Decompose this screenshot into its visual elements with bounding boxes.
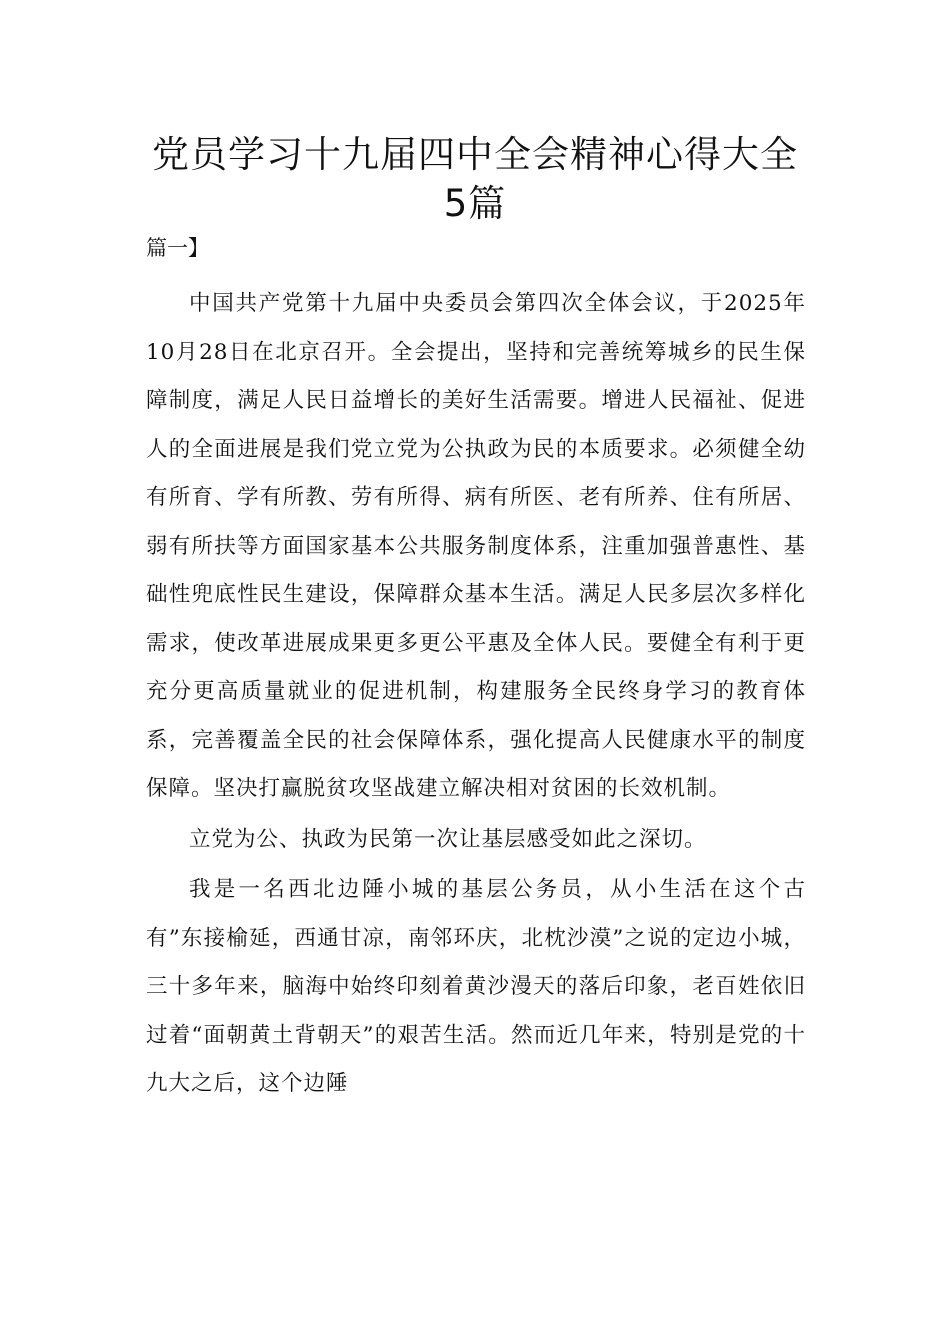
title-line-2: 5篇 <box>443 182 507 225</box>
paragraph: 我是一名西北边陲小城的基层公务员，从小生活在这个古有”东接榆延，西通甘凉，南邻环庆，北枕沙漠”之说的定边小城，三十多年来，脑海中始终印刻着黄沙漫天的落后印象，老百姓依旧过着“面朝黄土背朝天”的艰苦生活。然而近几年来，特别是党的十九大之后，这个边陲 <box>146 877 806 1096</box>
title-line-1: 党员学习十九届四中全会精神心得大全 <box>152 133 798 176</box>
document-title <box>110 130 840 228</box>
section-label: 篇一】 <box>146 236 209 260</box>
body-text <box>146 280 806 1109</box>
paragraph: 中国共产党第十九届中央委员会第四次全体会议，于2025年10月28日在北京召开。全会提出，坚持和完善统筹城乡的民生保障制度，满足人民日益增长的美好生活需要。增进人民福祉、促进人的全面进展是我们党立党为公执政为民的本质要求。必须健全幼有所育、学有所教、劳有所得、病有所医、老有所养、住有所居、弱有所扶等方面国家基本公共服务制度体系，注重加强普惠性、基础性兜底性民生建设，保障群众基本生活。满足人民多层次多样化需求，使改革进展成果更多更公平惠及全体人民。要健全有利于更充分更高质量就业的促进机制，构建服务全民终身学习的教育体系，完善覆盖全民的社会保障体系，强化提高人民健康水平的制度保障。坚决打赢脱贫攻坚战建立解决相对贫困的长效机制。 <box>146 291 806 801</box>
paragraph: 立党为公、执政为民第一次让基层感受如此之深切。 <box>189 826 707 852</box>
